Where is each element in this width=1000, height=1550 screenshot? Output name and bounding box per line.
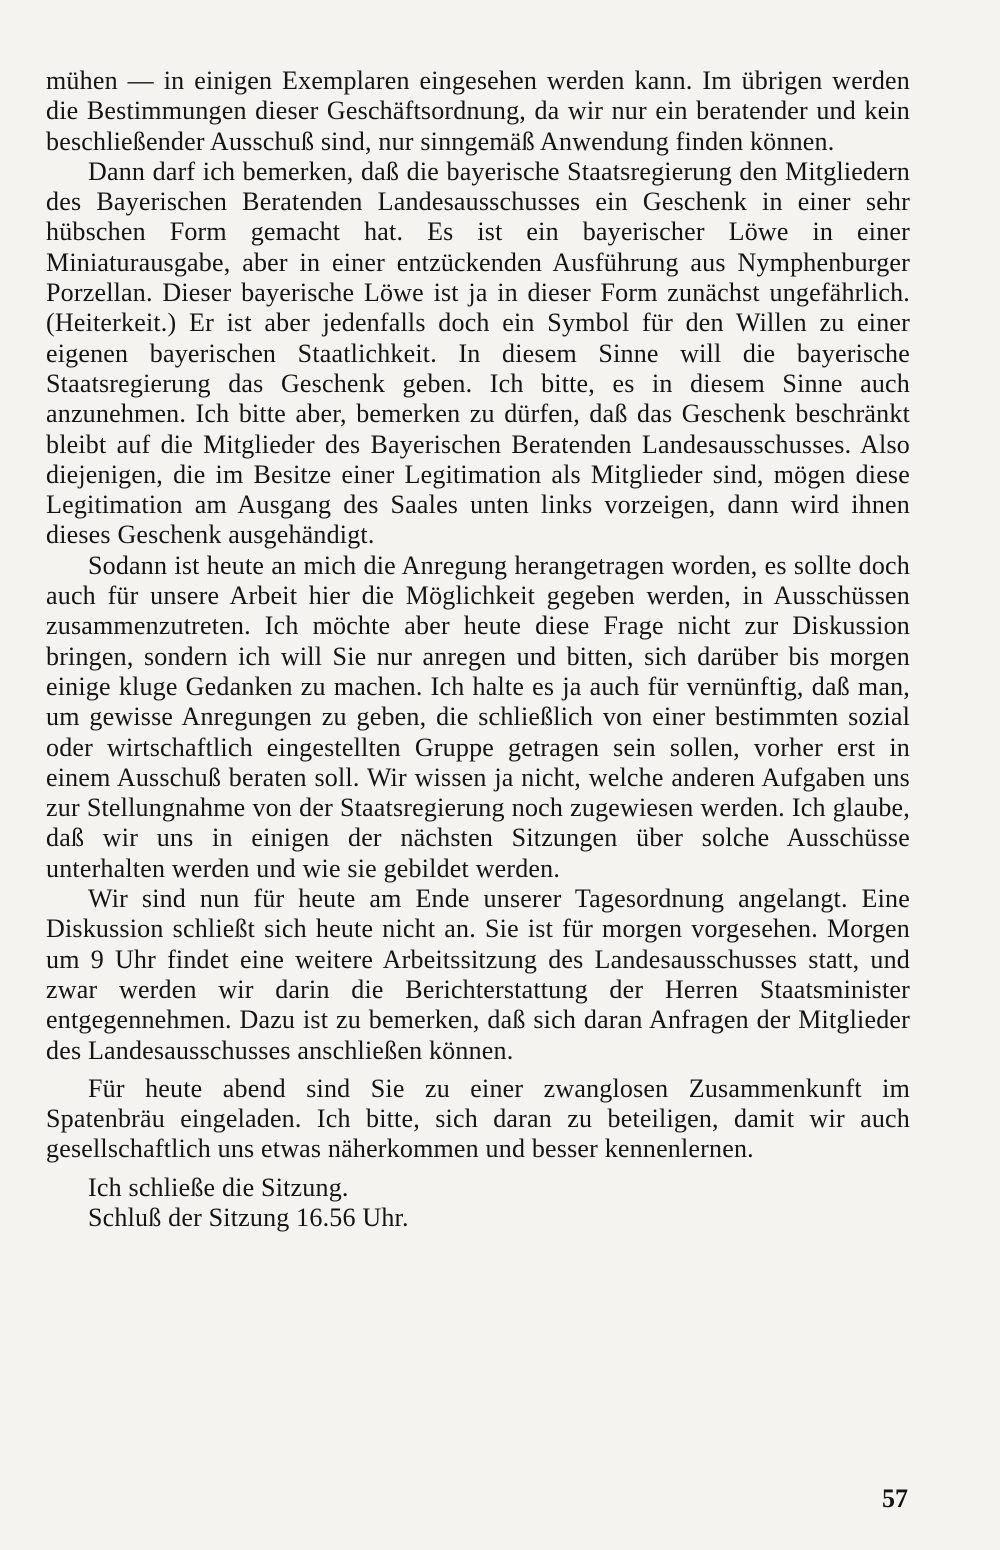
paragraph-continuation: mühen — in einigen Exemplaren eingesehen werden kann. Im übrigen werden die Bestimmungen dieser Geschäftsordnung, da wir nur ein beratender und kein beschließender Ausschuß sind, nur sinngemäß Anwendung finden können.	[46, 66, 910, 156]
paragraph-evening-meeting: Für heute abend sind Sie zu einer zwanglosen Zusammenkunft im Spatenbräu eingeladen. Ich bitte, sich daran zu beteiligen, damit wir auch gesellschaftlich uns etwas näherkommen und besser kennenlernen.	[46, 1073, 910, 1164]
paragraph-gift: Dann darf ich bemerken, daß die bayerische Staatsregierung den Mitgliedern des Bayerischen Beratenden Landesausschusses ein Geschenk in einer sehr hübschen Form gemacht hat. Es ist ein bayerischer Löwe in einer Miniaturausgabe, aber in einer entzückenden Ausführung aus Nymphenburger Porzellan. Dieser bayerische Löwe ist ja in dieser Form zunächst ungefährlich. (Heiterkeit.) Er ist aber jedenfalls doch ein Symbol für den Willen zu einer eigenen bayerischen Staatlichkeit. In diesem Sinne will die bayerische Staatsregierung das Geschenk geben. Ich bitte, es in diesem Sinne auch anzunehmen. Ich bitte aber, bemerken zu dürfen, daß das Geschenk beschränkt bleibt auf die Mitglieder des Bayerischen Beratenden Landesausschusses. Also diejenigen, die im Besitze einer Legitimation als Mitglieder sind, mögen diese Legitimation am Ausgang des Saales unten links vorzeigen, dann wird ihnen dieses Geschenk ausgehändigt.	[46, 156, 910, 550]
paragraph-close-session: Ich schließe die Sitzung.	[88, 1172, 349, 1202]
body-text	[46, 66, 910, 1233]
paragraph-session-end-time: Schluß der Sitzung 16.56 Uhr.	[88, 1202, 409, 1232]
paragraph-agenda-end: Wir sind nun für heute am Ende unserer Tagesordnung angelangt. Eine Diskussion schließt sich heute nicht an. Sie ist für morgen vorgesehen. Morgen um 9 Uhr findet eine weitere Arbeitssitzung des Landesausschusses statt, und zwar werden wir darin die Berichterstattung der Herren Staatsminister entgegennehmen. Dazu ist zu bemerken, daß sich daran Anfragen der Mitglieder des Landesausschusses anschließen können.	[46, 884, 910, 1065]
page-number: 57	[882, 1484, 908, 1513]
paragraph-committees: Sodann ist heute an mich die Anregung herangetragen worden, es sollte doch auch für unsere Arbeit hier die Möglichkeit gegeben werden, in Ausschüssen zusammenzutreten. Ich möchte aber heute diese Frage nicht zur Diskussion bringen, sondern ich will Sie nur anregen und bitten, sich darüber bis morgen einige kluge Gedanken zu machen. Ich halte es ja auch für vernünftig, daß man, um gewisse Anregungen zu geben, die schließlich von einer bestimmten sozial oder wirtschaftlich eingestellten Gruppe getragen sein sollen, vorher erst in einem Ausschuß beraten soll. Wir wissen ja nicht, welche anderen Aufgaben uns zur Stellungnahme von der Staatsregierung noch zugewiesen werden. Ich glaube, daß wir uns in einigen der nächsten Sitzungen über solche Ausschüsse unterhalten werden und wie sie gebildet werden.	[46, 550, 910, 883]
